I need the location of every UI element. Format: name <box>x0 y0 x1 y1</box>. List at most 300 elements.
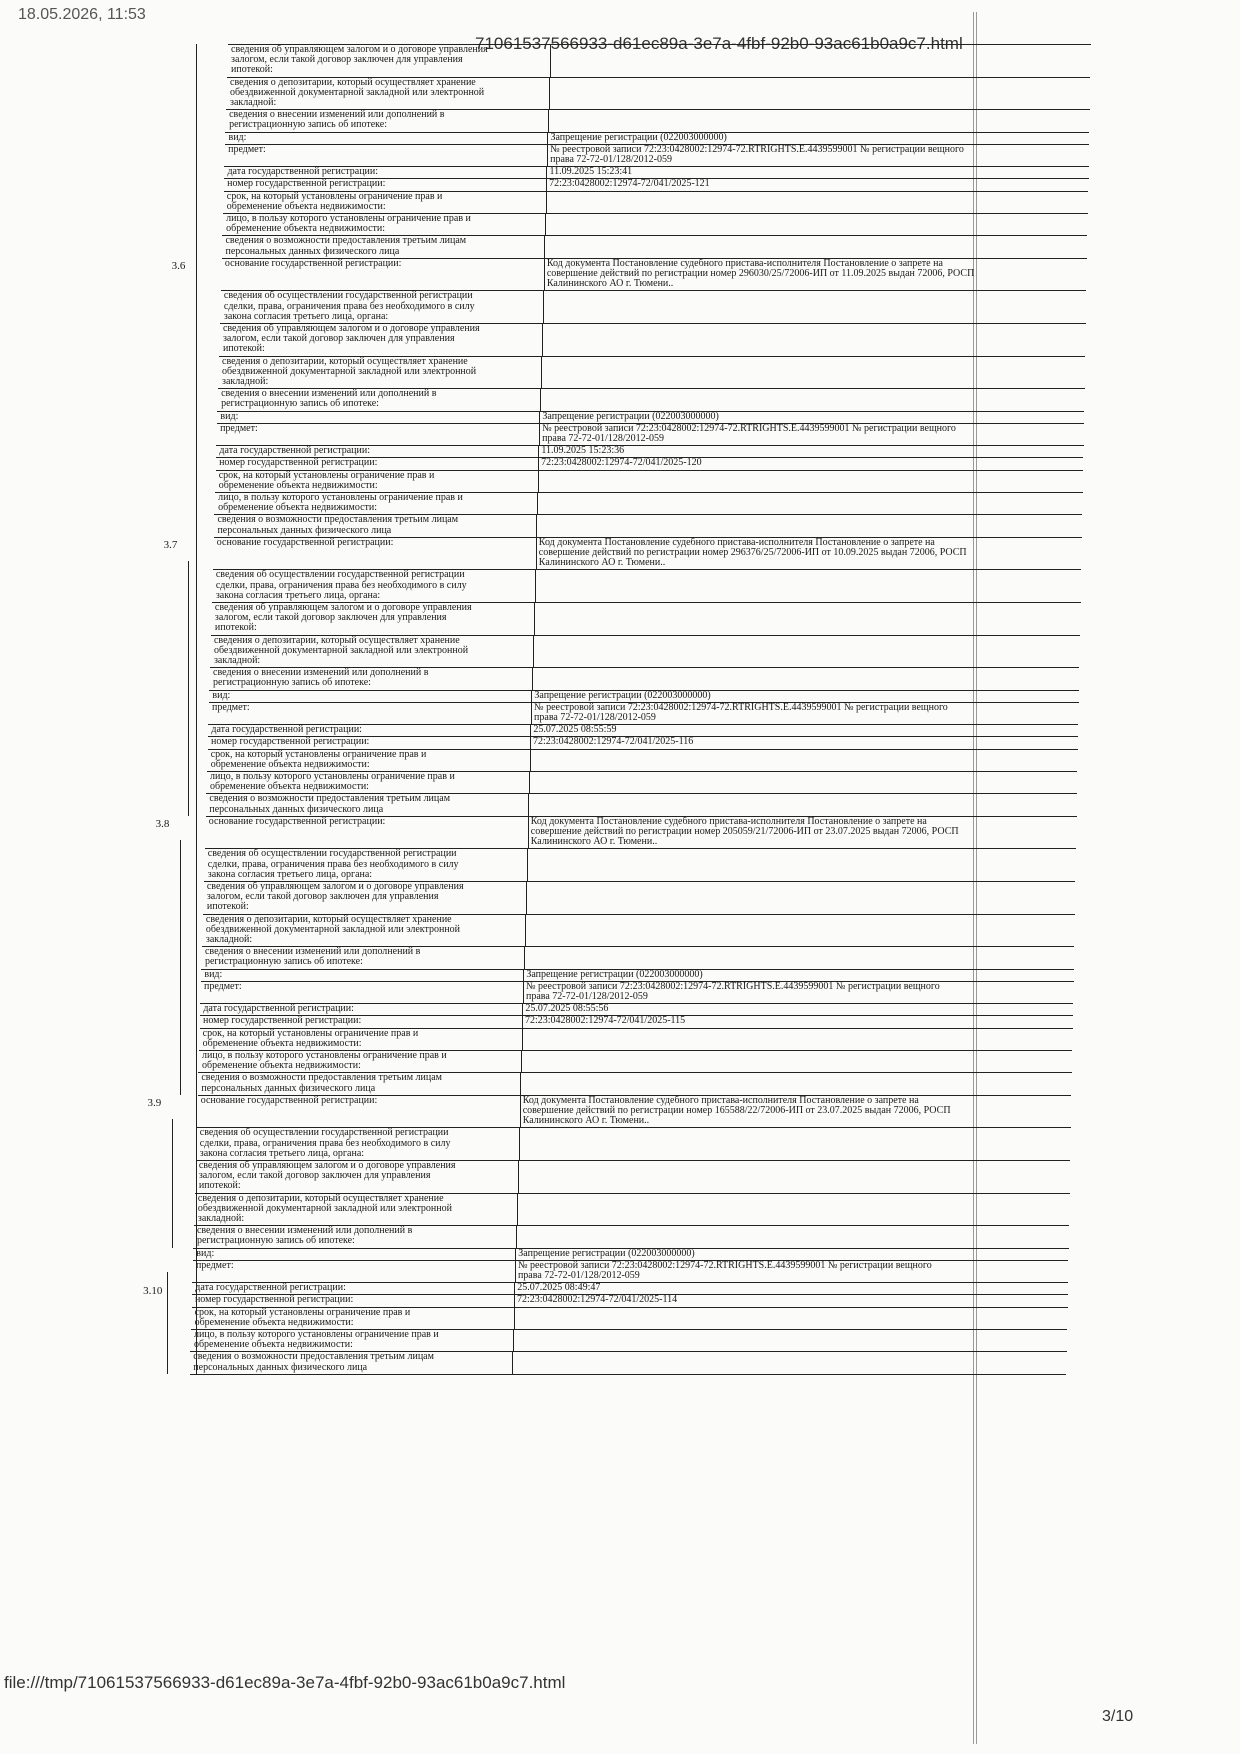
field-label-line: залогом, если такой договор заключен для управления <box>222 333 455 345</box>
field-label-line: вид: <box>228 131 247 143</box>
field-label-line: персональных данных физического лица <box>225 245 400 257</box>
field-label-line: обременение объекта недвижимости: <box>218 502 378 514</box>
column-divider <box>525 915 526 948</box>
field-label-line: срок, на который установлены ограничение прав и <box>210 748 427 760</box>
table-row <box>200 1015 1073 1028</box>
table-row <box>201 981 1074 1004</box>
field-label <box>217 515 458 535</box>
field-label-line: лицо, в пользу которого установлены ограничение прав и <box>193 1329 439 1340</box>
field-label <box>220 412 238 422</box>
field-value <box>549 179 1087 189</box>
field-label-line: регистрационную запись об ипотеке: <box>229 119 387 131</box>
column-divider <box>526 882 527 915</box>
field-value-line: 25.07.2025 08:55:56 <box>525 1004 609 1015</box>
column-divider <box>547 145 548 167</box>
field-label-line: предмет: <box>228 143 266 155</box>
field-label-line: персональных данных физического лица <box>201 1082 376 1094</box>
field-label-line: вид: <box>204 968 223 980</box>
field-value-line: 25.07.2025 08:49:47 <box>517 1283 601 1294</box>
field-label-line: сведения об осуществлении государственной регистрации <box>207 848 457 860</box>
table-row <box>191 1329 1067 1352</box>
field-value-line: № реестровой записи 72:23:0428002:12974-72.RTRIGHTS.E.4439599001 № регистрации вещного <box>534 702 948 713</box>
field-value <box>518 1249 1067 1259</box>
column-divider <box>514 1308 515 1330</box>
field-label <box>195 1308 411 1328</box>
section-number: 3.9 <box>147 1096 162 1109</box>
column-divider <box>520 1073 521 1095</box>
field-value <box>517 1295 1067 1305</box>
field-label-line: сведения об управляющем залогом и о договоре управления <box>206 881 464 892</box>
field-label-line: сведения о внесении изменений или дополнений в <box>204 946 421 958</box>
field-label-line: сведения об осуществлении государственной регистрации <box>215 569 465 581</box>
field-label-line: регистрационную запись об ипотеке: <box>204 956 363 968</box>
table-row <box>216 445 1083 458</box>
field-label <box>230 78 484 109</box>
field-label <box>205 947 420 967</box>
field-label-line: персональных данных физического лица <box>209 803 384 815</box>
field-label <box>194 1330 439 1350</box>
field-label-line: сведения о внесении изменений или дополнений в <box>213 667 429 679</box>
column-divider <box>520 1096 521 1129</box>
column-divider <box>513 1330 514 1352</box>
column-divider <box>531 703 532 725</box>
column-divider <box>537 493 538 515</box>
table-row <box>190 1351 1066 1374</box>
field-value-line: права 72-72-01/128/2012-059 <box>550 154 672 165</box>
column-divider <box>550 45 551 78</box>
table-row <box>224 166 1088 179</box>
table-row <box>220 323 1086 357</box>
field-label <box>196 1249 214 1259</box>
field-label <box>229 110 444 130</box>
field-label <box>219 471 435 491</box>
section-border <box>172 1119 173 1248</box>
page-number: 3/10 <box>1102 1708 1134 1725</box>
field-label <box>225 259 402 269</box>
field-label <box>213 668 428 688</box>
field-label-line: закладной: <box>197 1213 245 1224</box>
field-label-line: срок, на который установлены ограничение прав и <box>202 1027 419 1039</box>
field-label-line: основание государственной регистрации: <box>208 815 386 827</box>
field-label <box>219 458 377 468</box>
field-value-line: совершение действий по регистрации номер 296030/25/72006-ИП от 11.09.2025 выдан 72006, РОСП <box>546 268 975 279</box>
field-label-line: срок, на который установлены ограничение прав и <box>226 190 443 202</box>
field-label-line: сведения о депозитарии, который осуществляет хранение <box>230 76 476 88</box>
field-label <box>223 324 480 355</box>
column-divider <box>521 1051 522 1073</box>
table-row <box>214 537 1082 571</box>
field-label <box>209 794 450 814</box>
field-label-line: залогом, если такой договор заключен для управления <box>214 612 447 624</box>
table-row <box>224 191 1089 214</box>
column-divider <box>539 424 540 446</box>
field-label-line: сведения об управляющем залогом и о договоре управления <box>214 602 472 613</box>
field-label-line: основание государственной регистрации: <box>200 1094 378 1106</box>
table-row <box>204 881 1076 915</box>
field-value <box>541 458 1082 468</box>
field-label-line: сведения о возможности предоставления третьим лицам <box>209 793 451 805</box>
field-value <box>525 1016 1072 1026</box>
field-label-line: номер государственной регистрации: <box>202 1015 362 1027</box>
field-label-line: обременение объекта недвижимости: <box>202 1037 362 1049</box>
field-label <box>209 817 386 827</box>
print-datetime: 18.05.2026, 11:53 <box>18 6 146 23</box>
field-label <box>215 603 472 634</box>
field-label-line: закона согласия третьего лица, органа: <box>215 589 381 601</box>
field-label-line: вид: <box>196 1247 215 1259</box>
field-label-line: закладной: <box>213 655 261 666</box>
table-row <box>221 290 1087 324</box>
column-divider <box>527 849 528 882</box>
field-label <box>195 1283 346 1293</box>
field-label-line: обременение объекта недвижимости: <box>193 1339 353 1351</box>
field-label-line: сведения о внесении изменений или дополнений в <box>229 109 445 121</box>
field-label-line: лицо, в пользу которого установлены ограничение прав и <box>218 492 463 503</box>
table-row <box>222 258 1087 292</box>
field-value-line: совершение действий по регистрации номер 165588/22/72006-ИП от 23.07.2025 выдан 72006, РОСП <box>522 1105 951 1116</box>
field-label-line: предмет: <box>195 1259 234 1271</box>
field-label-line: закона согласия третьего лица, органа: <box>207 868 373 880</box>
field-label-line: сведения о внесении изменений или дополнений в <box>196 1225 413 1237</box>
field-label-line: ипотекой: <box>214 622 257 634</box>
column-divider <box>528 794 529 816</box>
field-label-line: вид: <box>212 689 231 701</box>
field-value <box>542 412 1083 422</box>
table-row <box>192 1307 1068 1330</box>
table-row <box>194 1225 1069 1248</box>
field-label-line: сведения об управляющем залогом и о договоре управления <box>231 44 488 55</box>
field-label-line: сведения о внесении изменений или дополнений в <box>221 388 437 400</box>
field-label-line: сведения о возможности предоставления третьим лицам <box>193 1351 434 1363</box>
field-label <box>224 291 475 322</box>
field-label-line: сделки, права, ограничения права без необходимого в силу <box>215 579 467 591</box>
table-row <box>198 1095 1072 1129</box>
field-label <box>206 915 460 946</box>
field-label-line: номер государственной регистрации: <box>219 457 378 469</box>
field-value <box>531 817 1076 848</box>
column-divider <box>517 1194 518 1227</box>
field-label-line: предмет: <box>203 980 242 992</box>
field-label-line: дата государственной регистрации: <box>211 724 362 736</box>
field-label <box>199 1161 456 1192</box>
field-value-line: 11.09.2025 15:23:36 <box>541 446 625 457</box>
field-value-line: права 72-72-01/128/2012-059 <box>517 1270 640 1281</box>
field-label-line: регистрационную запись об ипотеке: <box>196 1235 355 1247</box>
field-label <box>217 538 394 548</box>
field-label <box>196 1261 234 1271</box>
table-row <box>215 492 1083 515</box>
field-value-line: Код документа Постановление судебного пристава-исполнителя Постановление о запрете на <box>522 1095 919 1106</box>
field-value-line: Калининского АО г. Тюмени.. <box>522 1115 650 1127</box>
table-row <box>206 816 1077 850</box>
field-value-line: 72:23:0428002:12974-72/041/2025-114 <box>516 1295 678 1306</box>
column-divider <box>516 1226 517 1248</box>
field-value-line: Калининского АО г. Тюмени.. <box>530 836 658 848</box>
field-label <box>212 691 230 701</box>
table-row <box>195 1193 1070 1227</box>
field-label-line: срок, на который установлены ограничение прав и <box>194 1306 411 1318</box>
table-bottom-border <box>190 1374 1067 1375</box>
column-divider <box>528 817 529 850</box>
table-left-edge <box>196 44 197 1374</box>
column-divider <box>533 636 534 669</box>
field-label-line: персональных данных физического лица <box>217 524 392 536</box>
field-label-line: залогом, если такой договор заключен для управления <box>206 891 439 903</box>
field-label-line: обременение объекта недвижимости: <box>226 200 386 212</box>
field-label <box>227 167 378 177</box>
column-divider <box>536 538 537 571</box>
field-label <box>214 636 468 667</box>
field-value-line: 72:23:0428002:12974-72/041/2025-120 <box>541 458 702 469</box>
field-label <box>201 1073 442 1093</box>
field-label <box>211 750 427 770</box>
field-value <box>539 538 1081 569</box>
field-value-line: Запрещение регистрации (022003000000) <box>526 969 703 980</box>
table-row <box>197 1127 1071 1161</box>
field-label-line: основание государственной регистрации: <box>224 257 402 269</box>
field-value-line: права 72-72-01/128/2012-059 <box>542 433 664 444</box>
field-label-line: сведения о депозитарии, который осуществляет хранение <box>213 634 460 646</box>
table-row <box>226 109 1090 132</box>
field-label <box>204 970 222 980</box>
table-row <box>225 144 1089 167</box>
field-label-line: обездвиженной документарной закладной или электронной <box>213 644 469 656</box>
field-value-line: Код документа Постановление судебного пристава-исполнителя Постановление о запрете на <box>546 258 943 269</box>
field-value <box>526 982 1073 1002</box>
field-label <box>195 1295 353 1305</box>
document-title: 71061537566933-d61ec89a-3e7a-4fbf-92b0-93ac61b0a9c7.html <box>475 34 963 53</box>
field-value-line: № реестровой записи 72:23:0428002:12974-72.RTRIGHTS.E.4439599001 № регистрации вещного <box>525 981 940 992</box>
table-row <box>193 1248 1068 1261</box>
column-divider <box>542 324 543 357</box>
table-row <box>224 178 1088 191</box>
field-label-line: ипотекой: <box>206 901 249 913</box>
field-label <box>193 1352 434 1372</box>
field-value <box>533 725 1077 735</box>
field-label-line: закладной: <box>205 934 253 945</box>
field-label <box>203 1016 361 1026</box>
field-label <box>225 236 466 256</box>
field-value-line: 25.07.2025 08:55:59 <box>533 725 617 736</box>
field-label-line: дата государственной регистрации: <box>219 445 370 457</box>
field-value <box>549 167 1087 177</box>
field-value <box>547 259 1086 290</box>
field-label-line: регистрационную запись об ипотеке: <box>213 677 371 689</box>
field-value <box>550 133 1088 143</box>
table-row <box>219 356 1085 390</box>
table-row <box>208 749 1078 772</box>
field-value <box>517 1283 1067 1293</box>
table-row <box>206 793 1077 816</box>
field-label-line: дата государственной регистрации: <box>195 1282 346 1294</box>
column-divider <box>543 291 544 324</box>
field-label-line: номер государственной регистрации: <box>194 1294 354 1306</box>
field-label-line: основание государственной регистрации: <box>216 536 394 548</box>
field-label-line: срок, на который установлены ограничение прав и <box>218 469 435 481</box>
field-label-line: сделки, права, ограничения права без необходимого в силу <box>199 1137 451 1149</box>
field-label-line: залогом, если такой договор заключен для управления <box>198 1170 431 1182</box>
table-row <box>202 946 1074 969</box>
field-label-line: предмет: <box>212 701 250 713</box>
column-divider <box>524 947 525 969</box>
table-row <box>209 702 1079 725</box>
field-label-line: персональных данных физического лица <box>193 1361 368 1373</box>
field-label <box>220 424 258 434</box>
field-label <box>219 446 370 456</box>
field-label <box>201 1096 378 1106</box>
field-label-line: обременение объекта недвижимости: <box>201 1060 361 1072</box>
table-row <box>216 470 1083 493</box>
field-label-line: предмет: <box>220 422 258 434</box>
field-value-line: № реестровой записи 72:23:0428002:12974-72.RTRIGHTS.E.4439599001 № регистрации вещного <box>550 144 964 155</box>
field-label <box>227 179 385 189</box>
field-value-line: Код документа Постановление судебного пристава-исполнителя Постановление о запрете на <box>538 537 935 548</box>
field-label-line: закона согласия третьего лица, органа: <box>223 310 389 322</box>
field-label-line: номер государственной регистрации: <box>227 178 386 190</box>
table-row <box>227 77 1090 111</box>
table-row <box>213 569 1081 603</box>
table-row <box>203 914 1075 948</box>
field-label <box>218 493 463 513</box>
field-label-line: вид: <box>220 410 239 422</box>
table-row <box>217 423 1084 446</box>
field-label <box>221 389 436 409</box>
field-label-line: сведения о возможности предоставления третьим лицам <box>217 514 459 526</box>
field-label <box>203 1004 354 1014</box>
field-label <box>207 882 464 913</box>
field-label <box>202 1051 447 1071</box>
table-row <box>199 1050 1072 1073</box>
field-label <box>226 214 471 234</box>
table-row <box>209 690 1079 703</box>
column-divider <box>544 259 545 292</box>
column-divider <box>540 389 541 411</box>
table-row <box>214 514 1082 537</box>
field-value <box>550 145 1088 165</box>
field-value-line: Код документа Постановление судебного пристава-исполнителя Постановление о запрете на <box>530 816 927 827</box>
column-divider <box>518 1161 519 1194</box>
field-value-line: № реестровой записи 72:23:0428002:12974-72.RTRIGHTS.E.4439599001 № регистрации вещного <box>517 1260 932 1271</box>
field-label-line: ипотекой: <box>198 1180 241 1192</box>
column-divider <box>530 750 531 772</box>
field-label-line: сведения о депозитарии, который осуществляет хранение <box>222 355 468 367</box>
column-divider <box>546 192 547 214</box>
field-label-line: обездвиженной документарной закладной или электронной <box>230 86 485 98</box>
field-value <box>533 737 1077 747</box>
table-row <box>208 736 1078 749</box>
field-label-line: закладной: <box>230 97 277 108</box>
table-row <box>198 1072 1072 1095</box>
field-value-line: Запрещение регистрации (022003000000) <box>534 690 711 701</box>
column-divider <box>538 471 539 493</box>
field-value-line: совершение действий по регистрации номер 205059/21/72006-ИП от 23.07.2025 выдан 72006, РОСП <box>530 826 959 837</box>
table-row <box>196 1160 1070 1194</box>
field-label-line: номер государственной регистрации: <box>211 736 370 748</box>
field-value-line: совершение действий по регистрации номер 296376/25/72006-ИП от 10.09.2025 выдан 72006, РОСП <box>538 547 967 558</box>
column-divider <box>515 1261 516 1283</box>
section-border <box>180 840 181 1095</box>
table-row <box>201 969 1073 982</box>
field-label-line: сведения об осуществлении государственной регистрации <box>223 290 473 302</box>
section-number: 3.10 <box>143 1285 163 1298</box>
column-divider <box>512 1352 513 1374</box>
field-label-line: сведения о депозитарии, который осуществляет хранение <box>205 913 452 925</box>
section-border <box>167 1272 168 1374</box>
field-label-line: обездвиженной документарной закладной или электронной <box>222 365 477 377</box>
field-label-line: дата государственной регистрации: <box>227 166 379 178</box>
field-label-line: закладной: <box>222 376 269 387</box>
field-label-line: обременение объекта недвижимости: <box>194 1316 354 1328</box>
field-value-line: Калининского АО г. Тюмени.. <box>538 557 666 569</box>
field-label <box>228 133 246 143</box>
field-label-line: залогом, если такой договор заключен для управления <box>231 54 463 66</box>
field-label-line: сведения об управляющем залогом и о договоре управления <box>222 323 480 334</box>
field-label <box>228 145 266 155</box>
table-row <box>228 44 1091 78</box>
field-label-line: дата государственной регистрации: <box>203 1003 354 1015</box>
field-value-line: Запрещение регистрации (022003000000) <box>550 132 727 143</box>
field-label <box>211 737 369 747</box>
table-row <box>200 1003 1073 1016</box>
table-row <box>222 235 1087 258</box>
field-value-line: Запрещение регистрации (022003000000) <box>518 1248 695 1259</box>
field-label-line: сведения о депозитарии, который осуществляет хранение <box>197 1192 444 1204</box>
field-label-line: обездвиженной документарной закладной или электронной <box>197 1202 452 1214</box>
column-divider <box>529 772 530 794</box>
column-divider <box>519 1128 520 1161</box>
field-value-line: права 72-72-01/128/2012-059 <box>534 712 656 723</box>
table-row <box>217 411 1084 424</box>
field-label-line: обременение объекта недвижимости: <box>218 479 378 491</box>
field-label <box>197 1226 412 1246</box>
column-divider <box>535 570 536 603</box>
field-value-line: 11.09.2025 15:23:41 <box>549 167 633 178</box>
field-value-line: 72:23:0428002:12974-72/041/2025-121 <box>549 179 710 190</box>
field-value-line: Калининского АО г. Тюмени.. <box>546 278 674 290</box>
field-value <box>518 1261 1067 1281</box>
column-divider <box>549 78 550 111</box>
field-label <box>216 570 467 601</box>
section-number: 3.7 <box>163 538 178 551</box>
column-divider <box>541 357 542 390</box>
table-row <box>210 667 1079 690</box>
field-label <box>211 725 362 735</box>
table-row <box>216 457 1083 470</box>
table-row <box>218 388 1085 411</box>
table-row <box>205 848 1076 882</box>
field-value <box>541 446 1082 456</box>
section-number: 3.8 <box>155 817 170 830</box>
table-row <box>223 213 1088 236</box>
field-label-line: обременение объекта недвижимости: <box>226 223 386 235</box>
field-label <box>200 1128 451 1159</box>
field-label-line: ипотекой: <box>231 64 273 76</box>
field-value <box>534 703 1078 723</box>
field-value-line: Запрещение регистрации (022003000000) <box>542 411 719 422</box>
field-label <box>212 703 250 713</box>
column-divider <box>532 668 533 690</box>
field-label-line: лицо, в пользу которого установлены ограничение прав и <box>210 771 455 782</box>
field-label <box>208 849 459 880</box>
section-border <box>188 561 189 816</box>
field-label-line: регистрационную запись об ипотеке: <box>221 398 379 410</box>
field-label <box>198 1194 452 1225</box>
field-label <box>222 357 476 388</box>
column-divider <box>523 982 524 1004</box>
field-value-line: права 72-72-01/128/2012-059 <box>525 991 648 1002</box>
field-label-line: сделки, права, ограничения права без необходимого в силу <box>223 300 475 312</box>
file-path: file:///tmp/71061537566933-d61ec89a-3e7a-4fbf-92b0-93ac61b0a9c7.html <box>4 1673 566 1692</box>
